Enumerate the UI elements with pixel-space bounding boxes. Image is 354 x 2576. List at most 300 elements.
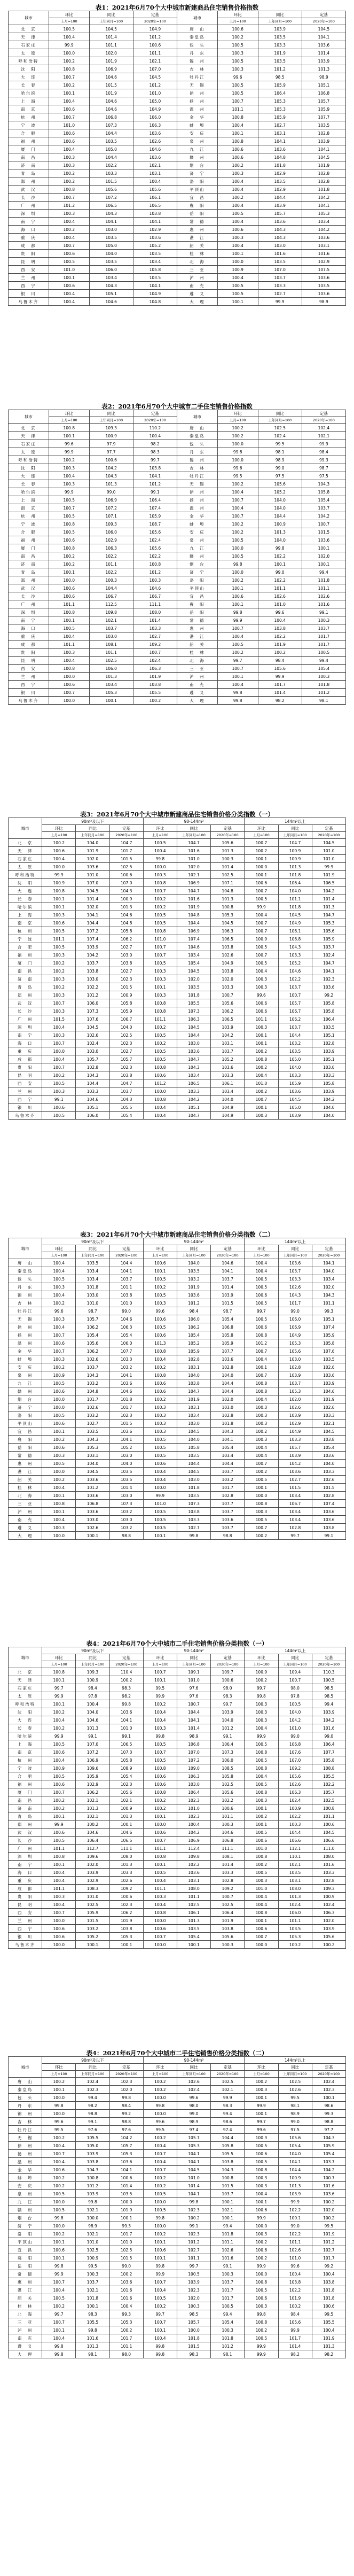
index-value: 100.7 xyxy=(245,1347,278,1355)
header-group: 定基 xyxy=(109,1245,143,1252)
index-value: 102.2 xyxy=(278,2286,312,2294)
index-value: 100.4 xyxy=(42,1484,76,1492)
header-base: 2020年=100 xyxy=(302,18,345,25)
index-value: 99.8 xyxy=(177,1532,210,1540)
index-value: 100.8 xyxy=(245,2166,278,2174)
index-value: 100.3 xyxy=(245,1420,278,1428)
header-base: 上年同月=100 xyxy=(177,1252,210,1259)
index-value: 100.9 xyxy=(245,1668,278,1676)
table-row xyxy=(9,1484,346,1492)
index-value: 106.2 xyxy=(278,1015,312,1023)
city-name: 沈 阳 xyxy=(9,65,49,73)
city-name: 襄 阳 xyxy=(177,202,217,210)
header-row xyxy=(9,2064,346,2071)
city-name: 平顶山 xyxy=(177,584,217,592)
index-value: 100.5 xyxy=(245,1516,278,1524)
index-value: 100.8 xyxy=(245,1853,278,1861)
index-value: 100.4 xyxy=(312,2270,345,2278)
city-name: 北 京 xyxy=(9,839,42,847)
index-value: 99.4 xyxy=(211,2110,245,2118)
index-value: 100.4 xyxy=(245,967,278,975)
index-value: 100.1 xyxy=(245,1804,278,1813)
city-name: 吉 林 xyxy=(177,65,217,73)
index-value: 98.4 xyxy=(177,1307,210,1315)
table-row xyxy=(9,879,346,887)
index-value: 100.4 xyxy=(217,202,258,210)
index-value: 100.1 xyxy=(143,2254,177,2262)
index-value: 101.1 xyxy=(143,1885,177,1893)
city-name: 福 州 xyxy=(9,951,42,959)
index-value: 102.1 xyxy=(312,1420,345,1428)
header-group: 同比 xyxy=(177,1245,210,1252)
index-value: 103.9 xyxy=(76,2190,109,2198)
index-value: 105.1 xyxy=(312,1031,345,1039)
city-name: 天 津 xyxy=(9,1676,42,1684)
index-value: 104.4 xyxy=(211,1387,245,1395)
index-value: 103.9 xyxy=(258,202,302,210)
index-value: 100.9 xyxy=(217,266,258,274)
header-group: 同比 xyxy=(76,825,109,832)
index-value: 105.3 xyxy=(109,2318,143,2326)
table-row xyxy=(9,504,346,512)
city-name: 呼和浩特 xyxy=(9,456,49,464)
city-name: 泉 州 xyxy=(9,1371,42,1379)
city-name: 桂 林 xyxy=(177,250,217,258)
index-value: 101.3 xyxy=(76,1724,109,1732)
table-row xyxy=(9,1692,346,1700)
index-value: 99.2 xyxy=(109,2110,143,2118)
city-name: 沈 阳 xyxy=(9,879,42,887)
index-value: 104.2 xyxy=(312,2166,345,2174)
index-value: 104.5 xyxy=(76,887,109,895)
index-value: 101.0 xyxy=(143,935,177,943)
city-name: 太 原 xyxy=(9,1692,42,1700)
index-value: 100.5 xyxy=(49,512,89,520)
index-value: 100.1 xyxy=(258,560,302,568)
city-name: 合 肥 xyxy=(9,528,49,536)
index-value: 103.3 xyxy=(312,1869,345,1877)
index-value: 101.0 xyxy=(177,1804,210,1813)
index-value: 104.0 xyxy=(278,1063,312,1071)
index-value: 103.4 xyxy=(278,1516,312,1524)
table-row xyxy=(9,1412,346,1420)
index-value: 101.9 xyxy=(177,1283,210,1291)
index-value: 100.8 xyxy=(49,608,89,616)
table-row xyxy=(9,65,346,73)
city-name: 扬 州 xyxy=(9,1331,42,1339)
index-value: 100.5 xyxy=(217,89,258,97)
index-value: 103.5 xyxy=(312,1355,345,1363)
index-value: 101.2 xyxy=(211,1724,245,1732)
index-value: 99.7 xyxy=(42,2310,76,2318)
index-value: 102.9 xyxy=(76,1780,109,1788)
index-value: 98.0 xyxy=(177,2102,210,2110)
table-row xyxy=(9,2126,346,2134)
city-name: 成 都 xyxy=(9,242,49,250)
index-value: 100.4 xyxy=(42,1716,76,1724)
index-value: 101.6 xyxy=(312,2182,345,2190)
index-value: 101.8 xyxy=(177,2334,210,2342)
index-value: 100.3 xyxy=(245,1716,278,1724)
index-value: 106.3 xyxy=(211,927,245,935)
index-value: 102.2 xyxy=(177,1861,210,1869)
table-row xyxy=(9,1259,346,1267)
index-value: 107.1 xyxy=(89,512,133,520)
index-value: 100.6 xyxy=(42,919,76,927)
index-value: 100.2 xyxy=(217,528,258,536)
city-name: 洛 阳 xyxy=(177,576,217,584)
city-name: 上 海 xyxy=(9,1740,42,1748)
index-value: 106.7 xyxy=(133,592,177,600)
index-value: 99.9 xyxy=(42,1821,76,1829)
table-row xyxy=(9,1055,346,1063)
city-name: 唐 山 xyxy=(9,1259,42,1267)
index-value: 105.5 xyxy=(177,999,210,1007)
index-value: 104.0 xyxy=(258,496,302,504)
index-value: 105.6 xyxy=(211,1933,245,1941)
index-value: 106.0 xyxy=(278,1315,312,1323)
index-value: 100.6 xyxy=(143,1925,177,1933)
index-value: 103.3 xyxy=(312,1412,345,1420)
index-value: 104.0 xyxy=(109,1460,143,1468)
index-value: 100.3 xyxy=(49,649,89,657)
index-value: 100.0 xyxy=(42,1403,76,1412)
index-value: 102.2 xyxy=(89,161,133,169)
index-value: 99.9 xyxy=(245,2350,278,2358)
city-name: 武 汉 xyxy=(9,584,49,592)
header-base: 2020年=100 xyxy=(302,417,345,424)
city-name: 桂 林 xyxy=(9,1484,42,1492)
index-value: 103.1 xyxy=(258,129,302,137)
table-row xyxy=(9,1508,346,1516)
index-value: 100.1 xyxy=(42,1676,76,1684)
table-row xyxy=(9,81,346,89)
index-value: 100.4 xyxy=(133,432,177,440)
index-value: 100.6 xyxy=(42,847,76,855)
index-value: 100.8 xyxy=(245,1748,278,1756)
index-value: 101.8 xyxy=(258,161,302,169)
index-value: 105.6 xyxy=(211,1788,245,1796)
index-value: 100.4 xyxy=(217,681,258,689)
index-value: 99.9 xyxy=(245,2342,278,2350)
table-row xyxy=(9,2118,346,2126)
index-value: 100.3 xyxy=(143,1403,177,1412)
index-value: 100.6 xyxy=(49,137,89,145)
index-value: 100.1 xyxy=(42,1813,76,1821)
index-value: 104.7 xyxy=(278,839,312,847)
index-value: 100.5 xyxy=(245,959,278,967)
index-value: 102.6 xyxy=(211,2246,245,2254)
city-name: 大 连 xyxy=(9,472,49,480)
index-value: 102.4 xyxy=(76,2078,109,2086)
header-group: 同比 xyxy=(177,1654,210,1661)
index-value: 101.5 xyxy=(312,1484,345,1492)
index-value: 100.7 xyxy=(133,649,177,657)
index-value: 100.8 xyxy=(76,2174,109,2182)
index-value: 101.7 xyxy=(109,2230,143,2238)
index-value: 100.7 xyxy=(143,1668,177,1676)
index-value: 103.7 xyxy=(211,2278,245,2286)
index-value: 100.4 xyxy=(42,2158,76,2166)
index-value: 100.3 xyxy=(245,1508,278,1516)
index-value: 100.4 xyxy=(312,2326,345,2334)
index-value: 104.8 xyxy=(258,153,302,161)
index-value: 105.4 xyxy=(302,496,345,504)
index-value: 100.3 xyxy=(245,1796,278,1804)
index-value: 99.0 xyxy=(258,568,302,576)
index-value: 101.9 xyxy=(89,57,133,65)
index-value: 109.3 xyxy=(312,1885,345,1893)
index-value: 100.0 xyxy=(217,258,258,266)
index-value: 100.8 xyxy=(143,1853,177,1861)
index-value: 102.0 xyxy=(76,855,109,863)
index-value: 102.9 xyxy=(258,186,302,194)
city-name: 唐 山 xyxy=(9,2078,42,2086)
index-value: 101.1 xyxy=(109,2342,143,2350)
city-name: 南 宁 xyxy=(9,1031,42,1039)
index-value: 100.0 xyxy=(245,1941,278,1949)
index-value: 104.1 xyxy=(133,472,177,480)
index-value: 103.3 xyxy=(278,1436,312,1444)
city-name: 宜 昌 xyxy=(177,194,217,202)
index-value: 100.6 xyxy=(49,129,89,137)
index-value: 100.6 xyxy=(42,1444,76,1452)
index-value: 102.4 xyxy=(312,2078,345,2086)
city-name: 银 川 xyxy=(9,689,49,697)
index-value: 105.1 xyxy=(177,1104,210,1112)
index-value: 101.4 xyxy=(76,895,109,903)
index-value: 100.3 xyxy=(42,1031,76,1039)
index-value: 103.5 xyxy=(89,258,133,266)
index-value: 102.1 xyxy=(133,57,177,65)
index-value: 100.7 xyxy=(42,1039,76,1047)
header-base: 上月=100 xyxy=(245,832,278,839)
index-value: 102.0 xyxy=(177,975,210,983)
index-value: 106.3 xyxy=(278,1788,312,1796)
index-value: 100.5 xyxy=(49,25,89,33)
index-value: 99.8 xyxy=(109,2094,143,2102)
index-value: 100.4 xyxy=(49,633,89,641)
city-name: 广 州 xyxy=(9,202,49,210)
index-value: 100.3 xyxy=(42,1315,76,1323)
index-value: 101.2 xyxy=(49,202,89,210)
index-value: 100.6 xyxy=(49,592,89,600)
index-value: 100.8 xyxy=(245,2278,278,2286)
index-value: 103.2 xyxy=(278,1039,312,1047)
index-value: 104.7 xyxy=(177,839,210,847)
city-name: 遵 义 xyxy=(177,290,217,298)
index-value: 99.3 xyxy=(312,2110,345,2118)
index-value: 99.8 xyxy=(143,2342,177,2350)
index-value: 102.0 xyxy=(177,2294,210,2302)
index-value: 101.4 xyxy=(89,33,133,41)
index-value: 101.6 xyxy=(76,2334,109,2342)
index-value: 103.2 xyxy=(177,1275,210,1283)
index-value: 104.4 xyxy=(76,1079,109,1088)
index-value: 100.0 xyxy=(42,2198,76,2206)
index-value: 100.0 xyxy=(49,49,89,57)
index-value: 106.2 xyxy=(211,1007,245,1015)
index-value: 99.8 xyxy=(143,2350,177,2358)
index-value: 104.5 xyxy=(76,1023,109,1031)
city-name: 银 川 xyxy=(9,1104,42,1112)
index-value: 100.5 xyxy=(217,536,258,544)
header-base: 上月=100 xyxy=(42,832,76,839)
index-value: 101.5 xyxy=(109,1420,143,1428)
index-value: 105.6 xyxy=(133,186,177,194)
index-value: 101.8 xyxy=(76,1283,109,1291)
header-group: 环比 xyxy=(42,825,76,832)
price-index-table xyxy=(8,410,346,705)
index-value: 97.9 xyxy=(89,440,133,448)
table-row xyxy=(9,2302,346,2310)
city-name: 海 口 xyxy=(9,1039,42,1047)
index-value: 100.7 xyxy=(245,887,278,895)
index-value: 104.4 xyxy=(89,153,133,161)
city-name: 西 安 xyxy=(9,665,49,673)
index-value: 105.2 xyxy=(109,1444,143,1452)
header-base: 2020年=100 xyxy=(312,2071,345,2078)
index-value: 99.7 xyxy=(217,657,258,665)
index-value: 102.7 xyxy=(177,2246,210,2254)
index-value: 103.6 xyxy=(312,1516,345,1524)
index-value: 100.8 xyxy=(42,1853,76,1861)
index-value: 101.0 xyxy=(177,1676,210,1684)
table-row xyxy=(9,919,346,927)
table-row xyxy=(9,1724,346,1732)
table-row xyxy=(9,536,346,544)
index-value: 100.5 xyxy=(245,2158,278,2166)
table-row xyxy=(9,1933,346,1941)
index-value: 104.0 xyxy=(278,887,312,895)
table-row xyxy=(9,432,346,440)
index-value: 106.1 xyxy=(278,927,312,935)
index-value: 102.6 xyxy=(278,2086,312,2094)
index-value: 105.6 xyxy=(278,1347,312,1355)
index-value: 97.6 xyxy=(76,2126,109,2134)
index-value: 105.9 xyxy=(278,1079,312,1088)
index-value: 99.9 xyxy=(245,2262,278,2270)
header-group: 定基 xyxy=(312,2064,345,2071)
index-value: 108.8 xyxy=(312,1764,345,1772)
index-value: 107.6 xyxy=(312,1347,345,1355)
index-value: 100.5 xyxy=(49,624,89,633)
header-area-band: 90m²及以下 xyxy=(42,2057,144,2064)
index-value: 101.1 xyxy=(109,1283,143,1291)
index-value: 102.4 xyxy=(76,1039,109,1047)
index-value: 104.6 xyxy=(89,298,133,306)
index-value: 100.4 xyxy=(143,847,177,855)
index-value: 100.1 xyxy=(245,2198,278,2206)
table-row xyxy=(9,2102,346,2110)
index-value: 99.4 xyxy=(302,657,345,665)
index-value: 106.1 xyxy=(133,194,177,202)
index-value: 104.2 xyxy=(177,1829,210,1837)
index-value: 104.9 xyxy=(211,959,245,967)
index-value: 100.7 xyxy=(143,2166,177,2174)
header-group: 环比 xyxy=(143,825,177,832)
index-value: 100.6 xyxy=(312,1821,345,1829)
index-value: 102.0 xyxy=(89,49,133,57)
index-value: 100.1 xyxy=(177,1941,210,1949)
index-value: 101.9 xyxy=(211,1917,245,1925)
index-value: 100.2 xyxy=(143,1039,177,1047)
table-row xyxy=(9,2286,346,2294)
index-value: 105.2 xyxy=(278,959,312,967)
index-value: 102.1 xyxy=(76,2206,109,2214)
index-value: 102.8 xyxy=(312,1492,345,1500)
index-value: 100.0 xyxy=(42,2094,76,2102)
table-row xyxy=(9,2142,346,2150)
index-value: 100.6 xyxy=(143,1829,177,1837)
index-value: 98.9 xyxy=(278,2110,312,2118)
index-value: 104.2 xyxy=(278,1460,312,1468)
header-row xyxy=(9,1238,346,1245)
table-row xyxy=(9,1088,346,1096)
index-value: 100.5 xyxy=(143,1275,177,1283)
header-group: 同比 xyxy=(89,410,133,417)
index-value: 102.6 xyxy=(312,1363,345,1371)
index-value: 102.3 xyxy=(109,1412,143,1420)
city-name: 吉 林 xyxy=(9,1299,42,1307)
table-row xyxy=(9,967,346,975)
index-value: 106.5 xyxy=(89,202,133,210)
index-value: 102.9 xyxy=(76,1877,109,1885)
index-value: 101.7 xyxy=(258,681,302,689)
city-name: 呼和浩特 xyxy=(9,1700,42,1708)
table-row xyxy=(9,424,346,432)
index-value: 99.9 xyxy=(42,871,76,879)
index-value: 105.7 xyxy=(177,2318,210,2326)
price-index-table xyxy=(8,1238,346,1540)
index-value: 103.6 xyxy=(76,863,109,871)
header-area-band: 90m²及以下 xyxy=(42,1238,144,1245)
index-value: 100.2 xyxy=(312,1941,345,1949)
index-value: 100.3 xyxy=(245,2174,278,2182)
index-value: 100.1 xyxy=(245,1104,278,1112)
index-value: 102.8 xyxy=(211,1412,245,1420)
index-value: 98.8 xyxy=(76,2110,109,2118)
index-value: 100.7 xyxy=(245,1933,278,1941)
index-value: 101.8 xyxy=(312,2286,345,2294)
city-name: 宁 波 xyxy=(9,520,49,528)
index-value: 105.4 xyxy=(302,665,345,673)
header-row xyxy=(9,1647,346,1654)
city-name: 兰 州 xyxy=(9,1917,42,1925)
index-value: 100.6 xyxy=(49,584,89,592)
index-value: 99.5 xyxy=(143,2126,177,2134)
index-value: 100.6 xyxy=(143,1387,177,1395)
index-value: 100.1 xyxy=(42,2238,76,2246)
index-value: 100.7 xyxy=(143,2150,177,2158)
index-value: 106.5 xyxy=(211,935,245,943)
index-value: 100.7 xyxy=(42,2318,76,2326)
index-value: 104.6 xyxy=(211,1259,245,1267)
index-value: 100.0 xyxy=(245,863,278,871)
index-value: 105.3 xyxy=(278,1339,312,1347)
index-value: 107.0 xyxy=(76,1740,109,1748)
index-value: 100.2 xyxy=(245,1813,278,1821)
index-value: 102.4 xyxy=(133,536,177,544)
table-row xyxy=(9,1047,346,1055)
header-base: 上年同月=100 xyxy=(76,2071,109,2078)
index-value: 100.3 xyxy=(211,2270,245,2278)
table-row xyxy=(9,1788,346,1796)
header-base: 上月=100 xyxy=(245,1661,278,1668)
city-name: 大 连 xyxy=(9,73,49,81)
index-value: 100.0 xyxy=(42,1532,76,1540)
index-value: 101.5 xyxy=(109,855,143,863)
